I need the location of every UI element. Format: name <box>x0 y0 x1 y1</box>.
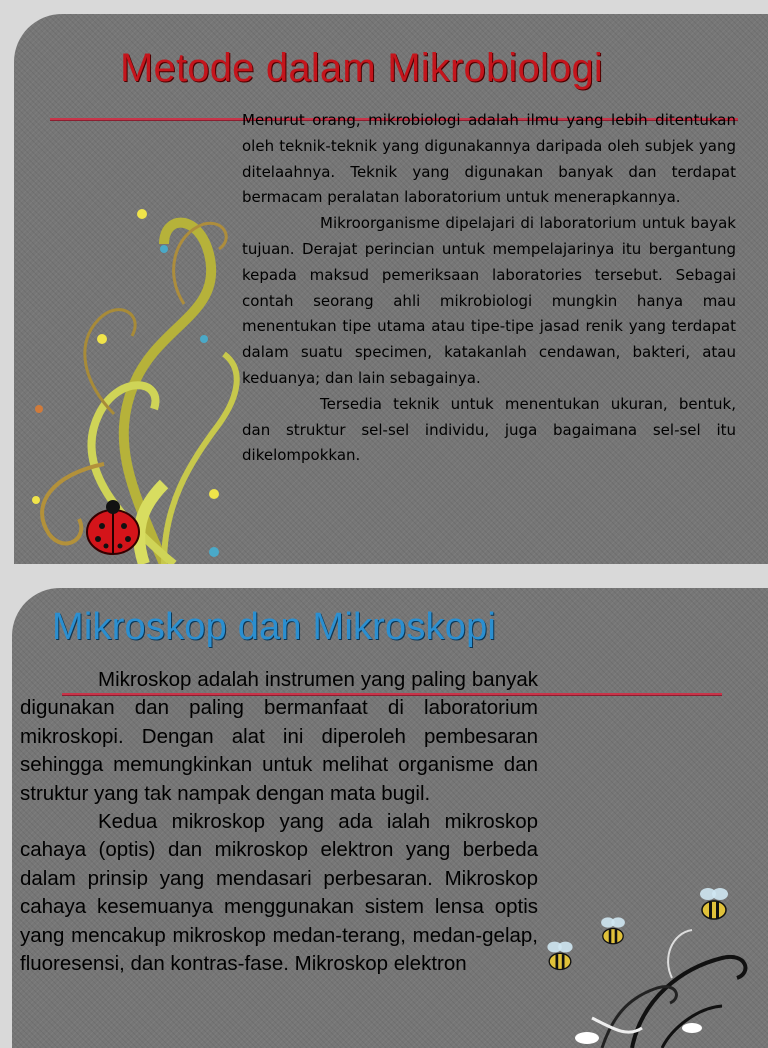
slide-body-text <box>242 108 736 469</box>
bee-icon <box>596 914 630 948</box>
ladybug-icon <box>78 498 148 558</box>
slide-title: Metode dalam Mikrobiologi <box>120 46 604 90</box>
slide-metode <box>14 14 768 564</box>
paragraph: Tersedia teknik untuk menentukan ukuran, bentuk, dan struktur sel-sel individu, juga bagaimana sel-sel itu dikelompokkan. <box>242 394 736 465</box>
bee-icon <box>542 938 578 974</box>
paragraph: Kedua mikroskop yang ada ialah mikroskop cahaya (optis) dan mikroskop elektron yang berbeda dalam prinsip yang mendasari perbesaran. Mikroskop cahaya kesemuanya menggunakan sistem lensa optis yang mencakup mikroskop medan-terang, medan-gelap, fluoresensi, dan kontras-fase. Mikroskop elektron <box>20 810 538 976</box>
slide-title: Mikroskop dan Mikroskopi <box>52 606 497 648</box>
paragraph: Mikroorganisme dipelajari di laboratorium untuk bayak tujuan. Derajat perincian untuk mempelajarinya itu bergantung kepada maksud pemeriksaan laboratories tersebut. Sebagai contah seorang ahli mikrobiologi mungkin hanya mau menentukan tipe utama atau tipe-tipe jasad renik yang terdapat dalam suatu specimen, katakanlah cendawan, bakteri, atau keduanya; dan lain sebagainya. <box>242 214 736 387</box>
paragraph: Mikroskop adalah instrumen yang paling banyak digunakan dan paling bermanfaat di laboratorium mikroskopi. Dengan alat ini diperoleh pembesaran sehingga memungkinkan untuk melihat organisme dan struktur yang tak nampak dengan mata bugil. <box>20 668 538 805</box>
bee-icon <box>694 884 734 924</box>
slide-mikroskop <box>12 588 768 1048</box>
slide-body-text <box>20 666 538 978</box>
paragraph: Menurut orang, mikrobiologi adalah ilmu yang lebih ditentukan oleh teknik-teknik yang digunakannya daripada oleh subjek yang ditelaahnya. Teknik yang digunakan banyak dan terdapat bermacam peralatan laboratorium untuk menerapkannya. <box>242 111 736 207</box>
